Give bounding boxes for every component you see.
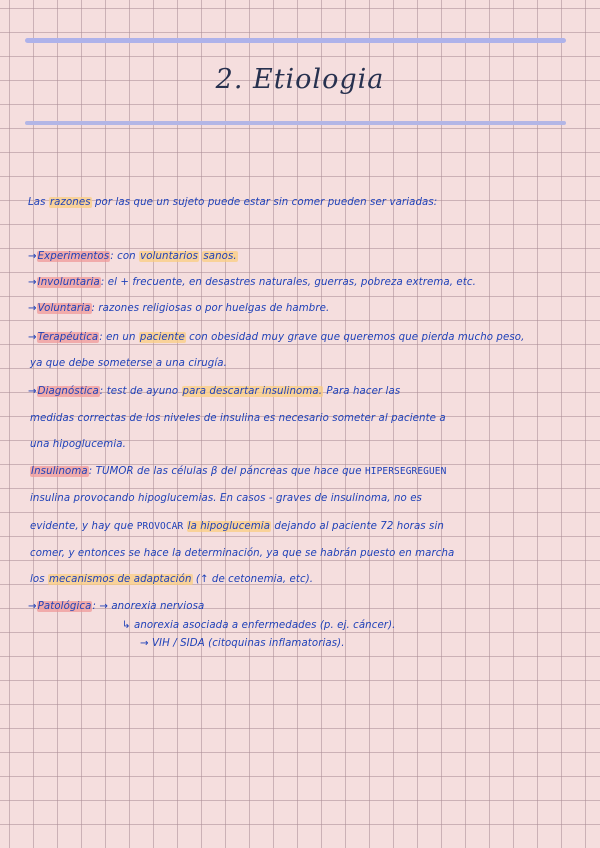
item-colon: : [99, 386, 104, 397]
item-text: TUMOR de las células β del páncreas que hace que [95, 466, 362, 477]
item-terapeutica [28, 331, 600, 344]
item-colon: : [92, 601, 97, 612]
item-label: Involuntaria [37, 277, 100, 288]
arrow-icon: → [28, 386, 37, 397]
item-colon: : [88, 466, 93, 477]
item-text: razones religiosas o por huelgas de hambre. [98, 303, 330, 314]
item-text: los [30, 574, 45, 585]
insulinoma-line3 [30, 520, 600, 533]
item-colon: : [110, 251, 114, 262]
intro-text: variadas: [389, 197, 438, 208]
arrow-icon: → [28, 601, 37, 612]
item-highlight: paciente [139, 332, 185, 343]
insulinoma-line4: comer, y entonces se hace la determinación, ya que se habrán puesto en marcha [30, 548, 455, 559]
item-colon: : [100, 277, 105, 288]
item-text: evidente, y hay que [30, 521, 134, 532]
item-text-caps: PROVOCAR [136, 521, 184, 532]
arrow-icon: → [28, 251, 37, 262]
arrow-icon: → [28, 332, 37, 343]
item-involuntaria [28, 276, 600, 289]
title-underline-rule [25, 121, 566, 125]
insulinoma-line5 [30, 573, 600, 586]
item-text-caps: HIPERSEGREGUEN [364, 466, 447, 477]
item-text: Para hacer las [326, 386, 401, 397]
item-colon: : [91, 303, 96, 314]
item-highlight: mecanismos de adaptación [49, 574, 192, 585]
curved-arrow-icon: ↳ [122, 620, 131, 631]
item-text: el + frecuente, en desastres naturales, guerras, pobreza extrema, etc. [107, 277, 476, 288]
item-label: Patológica [37, 601, 92, 612]
intro-line [28, 196, 600, 209]
item-text: test de ayuno [106, 386, 179, 397]
item-text: (↑ de cetonemia, etc). [195, 574, 314, 585]
patologica-sub2 [122, 619, 600, 632]
item-text: anorexia asociada a enfermedades (p. ej. cáncer). [133, 620, 396, 631]
page-title: 2. Etiologia [215, 64, 385, 95]
item-text: dejando al paciente 72 horas sin [274, 521, 444, 532]
item-text: sanos. [203, 251, 237, 262]
item-text: con obesidad muy grave que queremos que pierda mucho peso, [189, 332, 525, 343]
top-rule [25, 38, 566, 43]
arrow-icon: → [28, 303, 37, 314]
item-voluntaria [28, 302, 600, 315]
intro-text: por las que un sujeto puede estar sin comer pueden ser [94, 197, 387, 208]
intro-highlight-razones: razones [49, 197, 91, 208]
insulinoma-line2: insulina provocando hipoglucemias. En casos - graves de insulinoma, no es [30, 493, 422, 504]
item-label: Experimentos [37, 251, 110, 262]
patologica-sub3: → VIH / SIDA (citoquinas inflamatorias). [140, 638, 345, 649]
item-text: con [117, 251, 136, 262]
item-diagnostica [28, 385, 600, 398]
item-highlight: la hipoglucemia [187, 521, 271, 532]
item-label: Diagnóstica [37, 386, 99, 397]
item-highlight: para descartar insulinoma. [182, 386, 323, 397]
insulinoma-label: Insulinoma [31, 466, 88, 477]
intro-text: Las [28, 197, 46, 208]
item-label: Terapéutica [37, 332, 99, 343]
item-diagnostica-line3: una hipoglucemia. [30, 439, 126, 450]
item-terapeutica-line2: ya que debe someterse a una cirugía. [30, 358, 227, 369]
arrow-icon: → [28, 277, 37, 288]
item-patologica [28, 600, 600, 613]
item-diagnostica-line2: medidas correctas de los niveles de insulina es necesario someter al paciente a [30, 413, 446, 424]
item-text: en un [106, 332, 136, 343]
item-highlight: voluntarios [140, 251, 198, 262]
item-label: Voluntaria [37, 303, 91, 314]
item-colon: : [99, 332, 103, 343]
item-experimental [28, 250, 600, 263]
insulinoma-line1 [30, 465, 600, 478]
item-text: → anorexia nerviosa [99, 601, 205, 612]
